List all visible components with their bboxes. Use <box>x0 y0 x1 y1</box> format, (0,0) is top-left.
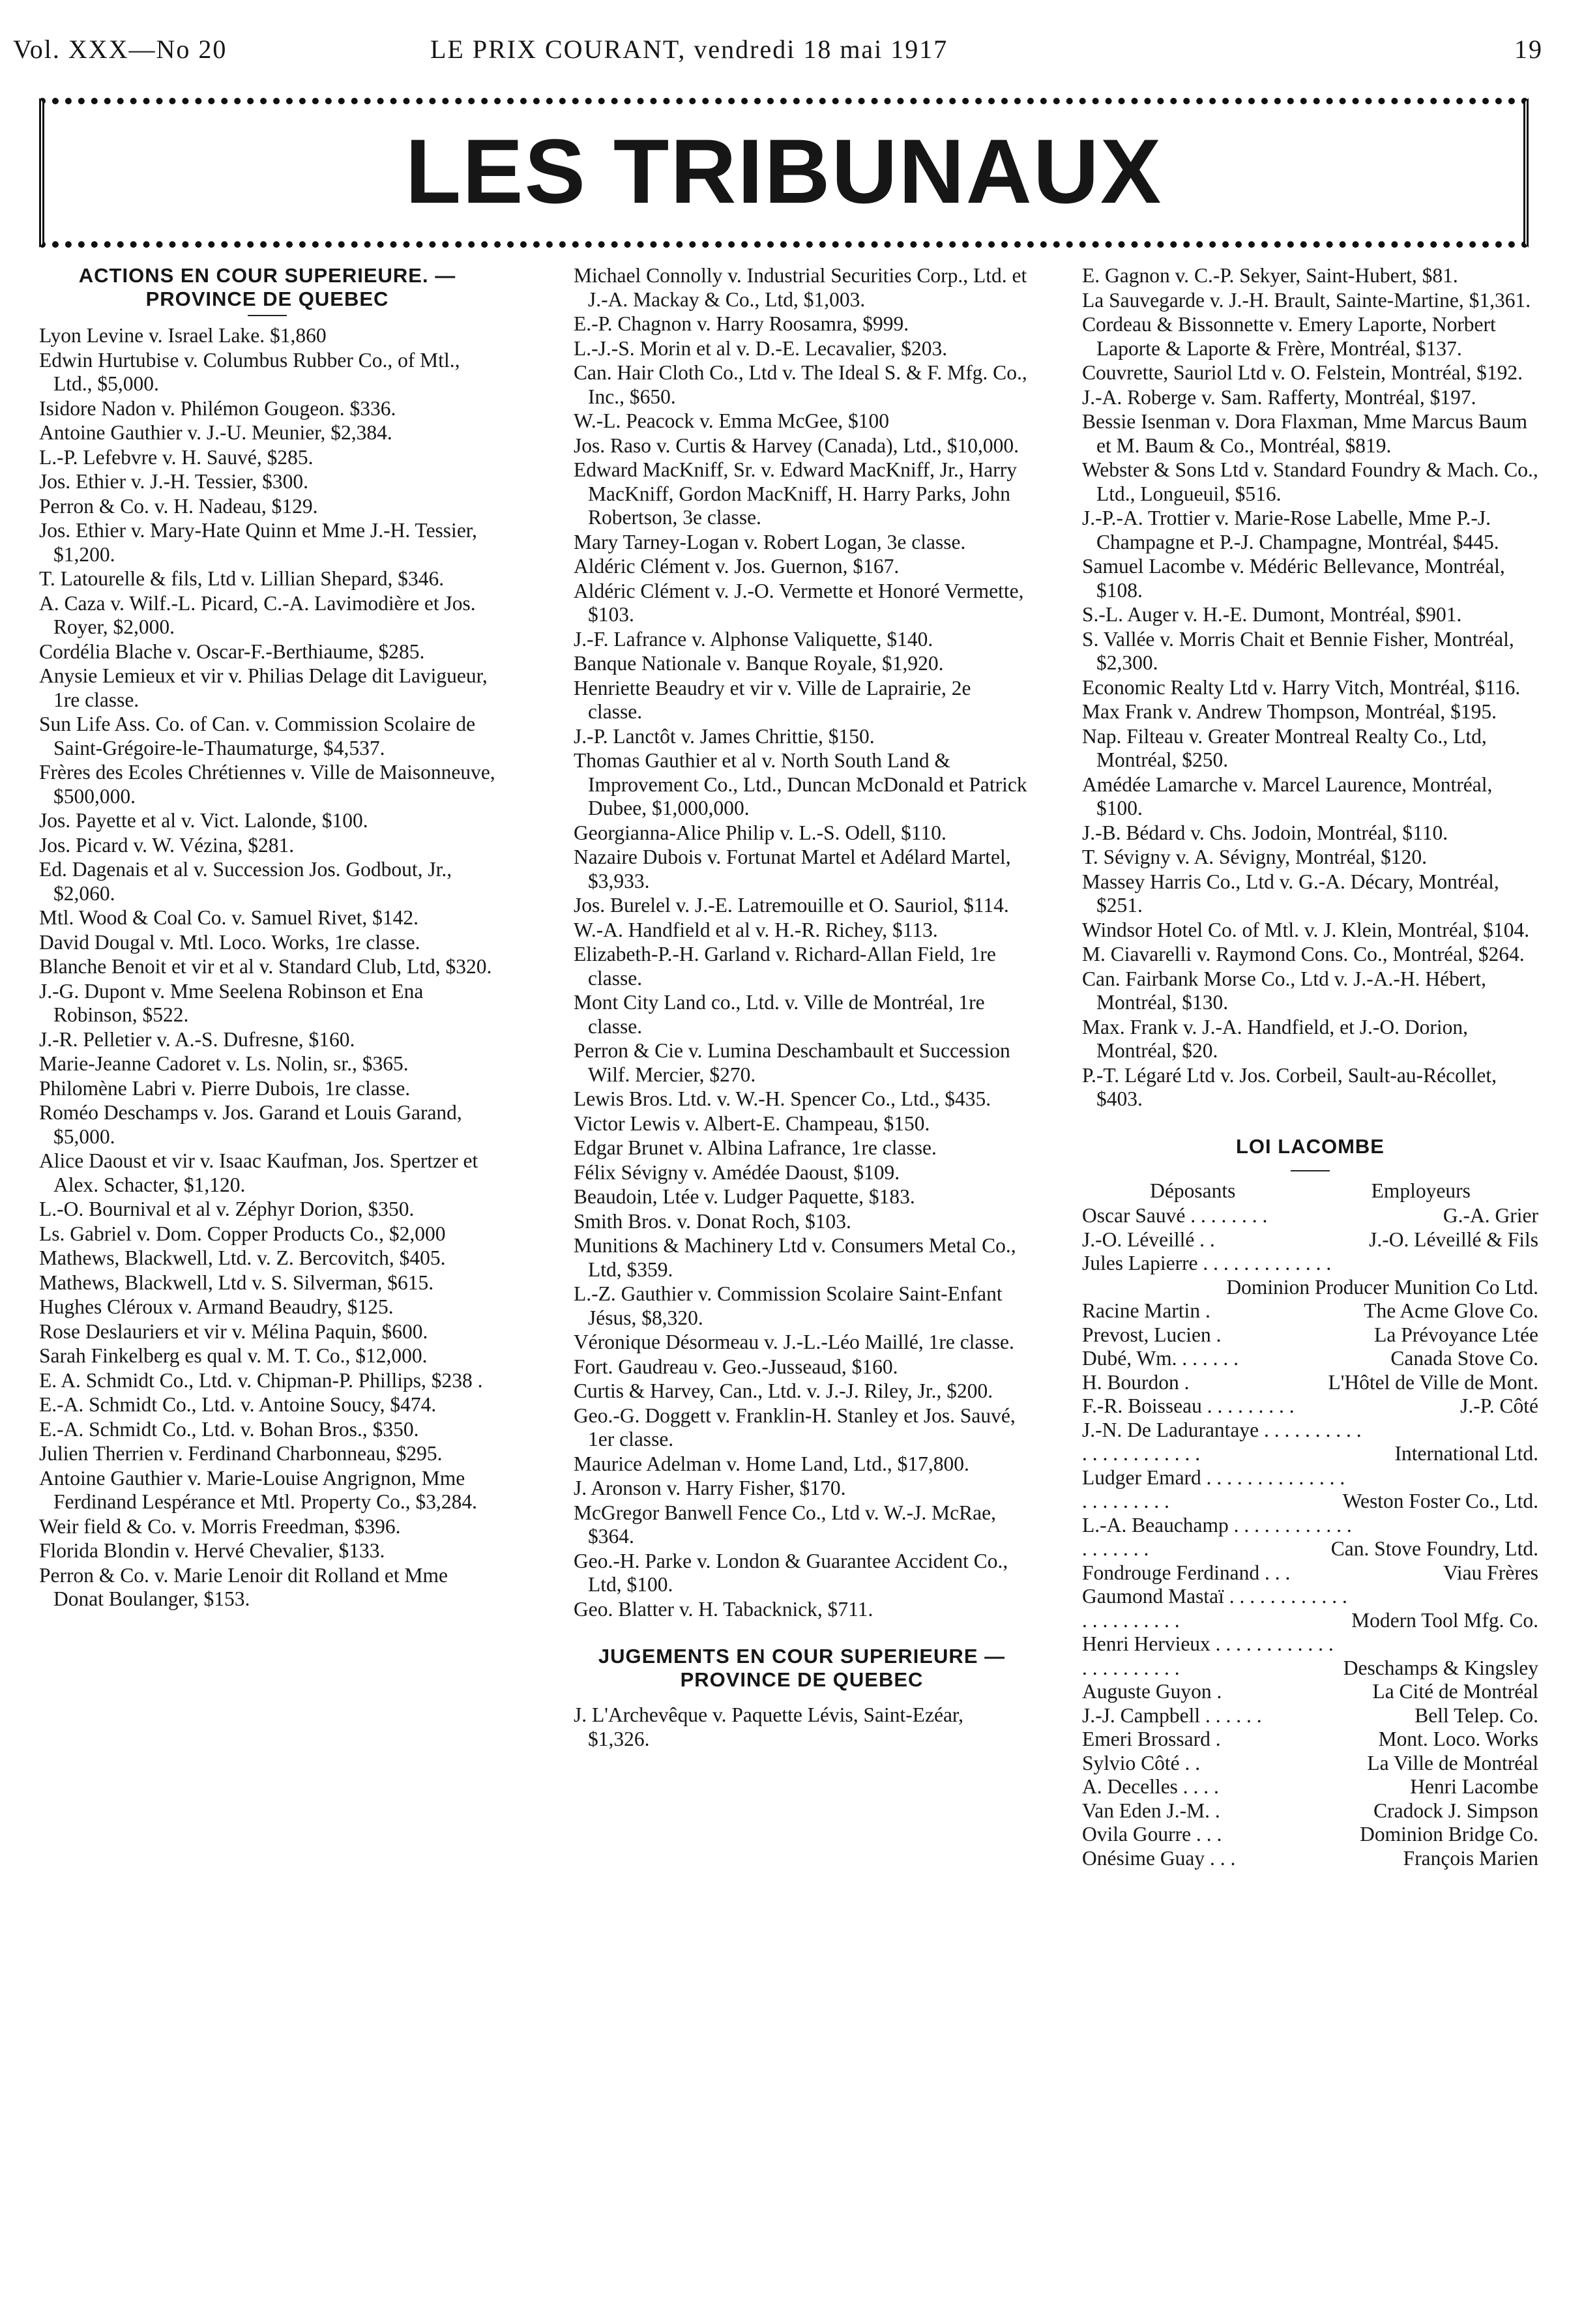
column-1 <box>39 264 495 1611</box>
case-entry: Perron & Cie v. Lumina Deschambault et Succession Wilf. Mercier, $270. <box>574 1039 1010 1086</box>
employer-name: Weston Foster Co., Ltd. <box>1342 1490 1538 1512</box>
depositor-name: Auguste Guyon . <box>1082 1680 1222 1703</box>
case-entry: Félix Sévigny v. Amédée Daoust, $109. <box>574 1160 900 1184</box>
case-entry: A. Caza v. Wilf.-L. Picard, C.-A. Lavimodière et Jos. Royer, $2,000. <box>39 591 476 638</box>
case-entry: L.-P. Lefebvre v. H. Sauvé, $285. <box>39 445 314 469</box>
judgment-entry: Samuel Lacombe v. Médéric Bellevance, Montréal, $108. <box>1082 555 1505 602</box>
case-entry: Alice Daoust et vir v. Isaac Kaufman, Jos. Spertzer et Alex. Schacter, $1,120. <box>39 1149 478 1196</box>
lacombe-row <box>1082 1656 1538 1681</box>
case-entry: Munitions & Machinery Ltd v. Consumers Metal Co., Ltd, $359. <box>574 1234 1016 1281</box>
employer-name: Dominion Bridge Co. <box>1360 1823 1538 1846</box>
depositor-name: Jules Lapierre . . . . . . . . . . . . . <box>1082 1252 1332 1274</box>
case-entry: Curtis & Harvey, Can., Ltd. v. J.-J. Riley, Jr., $200. <box>574 1379 993 1402</box>
lacombe-row <box>1082 1847 1538 1871</box>
case-entry: E.-A. Schmidt Co., Ltd. v. Bohan Bros., $350. <box>39 1417 419 1441</box>
lacombe-row <box>1082 1799 1538 1823</box>
jugements-list-part-2 <box>1082 264 1538 1111</box>
case-entry: T. Latourelle & fils, Ltd v. Lillian Shepard, $346. <box>39 567 445 590</box>
case-entry: Geo.-H. Parke v. London & Guarantee Accident Co., Ltd, $100. <box>574 1549 1008 1596</box>
lacombe-row <box>1082 1419 1538 1443</box>
judgment-entry: Amédée Lamarche v. Marcel Laurence, Montréal, $100. <box>1082 772 1493 819</box>
employer-name: The Acme Glove Co. <box>1364 1299 1538 1322</box>
depositor-name: Ovila Gourre . . . <box>1082 1823 1222 1846</box>
judgment-entry: Webster & Sons Ltd v. Standard Foundry & Mach. Co., Ltd., Longueuil, $516. <box>1082 458 1538 505</box>
lacombe-row <box>1082 1347 1538 1371</box>
lacombe-row <box>1082 1728 1538 1752</box>
column-2 <box>574 264 1030 1751</box>
case-entry: L.-J.-S. Morin et al v. D.-E. Lecavalier, $203. <box>574 336 948 360</box>
employer-name: Cradock J. Simpson <box>1373 1799 1538 1822</box>
case-entry: J.-R. Pelletier v. A.-S. Dufresne, $160. <box>39 1027 355 1051</box>
depositor-name: H. Bourdon . <box>1082 1370 1190 1394</box>
case-entry: Thomas Gauthier et al v. North South Land & Improvement Co., Ltd., Duncan McDonald et Patrick Dubee, $1,000,000. <box>574 749 1027 819</box>
case-entry: Weir field & Co. v. Morris Freedman, $396. <box>39 1514 401 1538</box>
depositor-name: Ludger Emard . . . . . . . . . . . . . . <box>1082 1465 1345 1489</box>
employer-name: La Cité de Montréal <box>1372 1680 1538 1703</box>
lacombe-row <box>1082 1228 1538 1252</box>
case-entry: Ls. Gabriel v. Dom. Copper Products Co., $2,000 <box>39 1222 446 1245</box>
lacombe-row <box>1082 1323 1538 1347</box>
employer-name: La Prévoyance Ltée <box>1374 1323 1538 1346</box>
depositor-name: A. Decelles . . . . <box>1082 1775 1219 1798</box>
case-entry: Geo.-G. Doggett v. Franklin-H. Stanley et Jos. Sauvé, 1er classe. <box>574 1404 1016 1450</box>
case-entry: Jos. Ethier v. Mary-Hate Quinn et Mme J.-H. Tessier, $1,200. <box>39 519 477 566</box>
depositor-name: . . . . . . . . . . <box>1082 1656 1180 1679</box>
case-entry: Edwin Hurtubise v. Columbus Rubber Co., of Mtl., Ltd., $5,000. <box>39 348 460 395</box>
judgment-entry: E. Gagnon v. C.-P. Sekyer, Saint-Hubert, $81. <box>1082 264 1458 287</box>
case-entry: J.-G. Dupont v. Mme Seelena Robinson et Ena Robinson, $522. <box>39 979 424 1026</box>
employer-name: Bell Telep. Co. <box>1415 1703 1538 1727</box>
case-entry: Henriette Beaudry et vir v. Ville de Laprairie, 2e classe. <box>574 676 971 723</box>
depositor-name: J.-J. Campbell . . . . . . <box>1082 1703 1262 1727</box>
case-entry: W.-L. Peacock v. Emma McGee, $100 <box>574 409 890 432</box>
actions-list-part-1 <box>39 324 495 1611</box>
depositor-name: Onésime Guay . . . <box>1082 1846 1236 1870</box>
journal-title-date: LE PRIX COURANT, vendredi 18 mai 1917 <box>430 35 948 64</box>
loi-lacombe-column-headers <box>1082 1179 1538 1203</box>
case-entry: Sarah Finkelberg es qual v. M. T. Co., $12,000. <box>39 1344 428 1367</box>
case-entry: Can. Hair Cloth Co., Ltd v. The Ideal S. & F. Mfg. Co., Inc., $650. <box>574 361 1027 408</box>
case-entry: J.-P. Lanctôt v. James Chrittie, $150. <box>574 724 875 748</box>
loi-lacombe-list <box>1082 1204 1538 1870</box>
lacombe-row <box>1082 1680 1538 1704</box>
actions-heading: ACTIONS EN COUR SUPERIEURE. — PROVINCE DE QUEBEC <box>78 264 456 310</box>
employer-name: G.-A. Grier <box>1443 1204 1538 1227</box>
case-entry: Edward MacKniff, Sr. v. Edward MacKniff, Jr., Harry MacKniff, Gordon MacKniff, H. Harry Parks, John Robertson, 3e classe. <box>574 458 1018 529</box>
employer-name: La Ville de Montréal <box>1367 1751 1538 1774</box>
case-entry: Jos. Payette et al v. Vict. Lalonde, $100. <box>39 809 368 832</box>
case-entry: Elizabeth-P.-H. Garland v. Richard-Allan Field, 1re classe. <box>574 943 996 990</box>
depositor-name: L.-A. Beauchamp . . . . . . . . . . . . <box>1082 1513 1352 1537</box>
depositor-name: . . . . . . . <box>1082 1537 1149 1560</box>
section-banner <box>39 98 1529 248</box>
lacombe-row <box>1082 1252 1538 1276</box>
case-entry: Mont City Land co., Ltd. v. Ville de Montréal, 1re classe. <box>574 991 985 1038</box>
judgment-entry: Economic Realty Ltd v. Harry Vitch, Montréal, $116. <box>1082 675 1521 699</box>
lacombe-row <box>1082 1276 1538 1300</box>
employer-name: Dominion Producer Munition Co Ltd. <box>1226 1275 1538 1299</box>
case-entry: Perron & Co. v. H. Nadeau, $129. <box>39 494 318 518</box>
lacombe-row <box>1082 1823 1538 1847</box>
case-entry: Aldéric Clément v. Jos. Guernon, $167. <box>574 555 900 578</box>
case-entry: Nazaire Dubois v. Fortunat Martel et Adélard Martel, $3,933. <box>574 846 1011 892</box>
case-entry: Lyon Levine v. Israel Lake. $1,860 <box>39 324 327 347</box>
case-entry: Banque Nationale v. Banque Royale, $1,920. <box>574 652 944 675</box>
loi-lacombe-heading: LOI LACOMBE <box>1236 1134 1385 1158</box>
lacombe-row <box>1082 1752 1538 1776</box>
case-entry: E.-P. Chagnon v. Harry Roosamra, $999. <box>574 312 909 335</box>
case-entry: Perron & Co. v. Marie Lenoir dit Rolland et Mme Donat Boulanger, $153. <box>39 1563 448 1610</box>
depositor-name: Fondrouge Ferdinand . . . <box>1082 1561 1291 1584</box>
running-header <box>13 34 1556 80</box>
depositor-name: J.-N. De Ladurantaye . . . . . . . . . . <box>1082 1418 1362 1441</box>
case-entry: Florida Blondin v. Hervé Chevalier, $133. <box>39 1539 385 1562</box>
lacombe-row <box>1082 1371 1538 1395</box>
case-entry: Antoine Gauthier v. J.-U. Meunier, $2,384. <box>39 421 392 444</box>
case-entry: E. A. Schmidt Co., Ltd. v. Chipman-P. Phillips, $238 . <box>39 1368 483 1392</box>
case-entry: Sun Life Ass. Co. of Can. v. Commission Scolaire de Saint-Grégoire-le-Thaumaturge, $4,537. <box>39 713 476 759</box>
judgment-entry: Max Frank v. Andrew Thompson, Montréal, $195. <box>1082 700 1497 723</box>
lacombe-row <box>1082 1466 1538 1490</box>
case-entry: Michael Connolly v. Industrial Securities Corp., Ltd. et J.-A. Mackay & Co., Ltd, $1,003. <box>574 264 1027 311</box>
case-entry: Frères des Ecoles Chrétiennes v. Ville de Maisonneuve, $500,000. <box>39 761 495 808</box>
case-entry: McGregor Banwell Fence Co., Ltd v. W.-J. McRae, $364. <box>574 1501 996 1548</box>
lacombe-row <box>1082 1394 1538 1419</box>
depositor-name: Henri Hervieux . . . . . . . . . . . . <box>1082 1632 1334 1655</box>
employer-name: Canada Stove Co. <box>1390 1347 1538 1370</box>
depositor-name: F.-R. Boisseau . . . . . . . . . <box>1082 1394 1295 1417</box>
employer-name: J.-P. Côté <box>1460 1394 1538 1417</box>
lacombe-row <box>1082 1204 1538 1228</box>
heading-rule <box>248 315 287 316</box>
lacombe-row <box>1082 1609 1538 1633</box>
case-entry: J. Aronson v. Harry Fisher, $170. <box>574 1477 846 1499</box>
employer-name: L'Hôtel de Ville de Mont. <box>1328 1370 1538 1394</box>
depositor-name: Sylvio Côté . . <box>1082 1751 1201 1774</box>
judgment-entry: Windsor Hotel Co. of Mtl. v. J. Klein, Montréal, $104. <box>1082 918 1530 941</box>
judgment-entry: Can. Fairbank Morse Co., Ltd v. J.-A.-H. Hébert, Montréal, $130. <box>1082 967 1486 1014</box>
employer-name: Mont. Loco. Works <box>1378 1728 1538 1750</box>
case-entry: David Dougal v. Mtl. Loco. Works, 1re classe. <box>39 930 420 954</box>
jugements-heading: JUGEMENTS EN COUR SUPERIEURE — PROVINCE DE QUEBEC <box>598 1645 1006 1691</box>
employeurs-header: Employeurs <box>1371 1179 1471 1202</box>
case-entry: Marie-Jeanne Cadoret v. Ls. Nolin, sr., $365. <box>39 1052 409 1075</box>
case-entry: Cordélia Blache v. Oscar-F.-Berthiaume, $285. <box>39 640 425 663</box>
judgment-entry: Bessie Isenman v. Dora Flaxman, Mme Marcus Baum et M. Baum & Co., Montréal, $819. <box>1082 410 1527 457</box>
judgment-entry: T. Sévigny v. A. Sévigny, Montréal, $120. <box>1082 846 1428 868</box>
depositor-name: Emeri Brossard . <box>1082 1728 1221 1750</box>
depositor-name: Prevost, Lucien . <box>1082 1323 1222 1346</box>
judgment-entry: Couvrette, Sauriol Ltd v. O. Felstein, Montréal, $192. <box>1082 361 1523 384</box>
lacombe-row <box>1082 1561 1538 1585</box>
case-entry: Blanche Benoit et vir et al v. Standard Club, Ltd, $320. <box>39 955 492 978</box>
case-entry: Mathews, Blackwell, Ltd v. S. Silverman, $615. <box>39 1271 434 1294</box>
case-entry: W.-A. Handfield et al v. H.-R. Richey, $113. <box>574 918 938 941</box>
depositor-name: J.-O. Léveillé . . <box>1082 1228 1215 1251</box>
judgment-entry: J. L'Archevêque v. Paquette Lévis, Saint-Ezéar, $1,326. <box>574 1703 964 1750</box>
employer-name: Can. Stove Foundry, Ltd. <box>1330 1537 1538 1560</box>
case-entry: Antoine Gauthier v. Marie-Louise Angrignon, Mme Ferdinand Lespérance et Mtl. Property Co., $3,284. <box>39 1466 477 1513</box>
case-entry: Maurice Adelman v. Home Land, Ltd., $17,800. <box>574 1452 969 1475</box>
deposants-header: Déposants <box>1150 1179 1236 1202</box>
lacombe-row <box>1082 1442 1538 1466</box>
judgment-entry: La Sauvegarde v. J.-H. Brault, Sainte-Martine, $1,361. <box>1082 288 1531 312</box>
depositor-name: Van Eden J.-M. . <box>1082 1799 1220 1822</box>
employer-name: Modern Tool Mfg. Co. <box>1351 1608 1538 1632</box>
lacombe-row <box>1082 1704 1538 1728</box>
case-entry: J.-F. Lafrance v. Alphonse Valiquette, $140. <box>574 627 933 651</box>
case-entry: Mary Tarney-Logan v. Robert Logan, 3e classe. <box>574 530 966 553</box>
case-entry: Smith Bros. v. Donat Roch, $103. <box>574 1209 851 1233</box>
case-entry: Philomène Labri v. Pierre Dubois, 1re classe. <box>39 1076 411 1100</box>
depositor-name: . . . . . . . . . . <box>1082 1608 1180 1632</box>
judgment-entry: J.-P.-A. Trottier v. Marie-Rose Labelle, Mme P.-J. Champagne et P.-J. Champagne, Montréal, $445. <box>1082 507 1499 553</box>
case-entry: Fort. Gaudreau v. Geo.-Jusseaud, $160. <box>574 1355 898 1378</box>
judgment-entry: Max. Frank v. J.-A. Handfield, et J.-O. Dorion, Montréal, $20. <box>1082 1015 1468 1062</box>
actions-list-part-2 <box>574 264 1030 1621</box>
case-entry: Isidore Nadon v. Philémon Gougeon. $336. <box>39 396 396 420</box>
case-entry: Victor Lewis v. Albert-E. Champeau, $150. <box>574 1111 930 1135</box>
case-entry: Jos. Raso v. Curtis & Harvey (Canada), Ltd., $10,000. <box>574 434 1019 457</box>
lacombe-row <box>1082 1537 1538 1561</box>
case-entry: Mtl. Wood & Coal Co. v. Samuel Rivet, $142. <box>39 906 418 929</box>
depositor-name: Oscar Sauvé . . . . . . . . <box>1082 1204 1268 1227</box>
case-entry: Jos. Burelel v. J.-E. Latremouille et O. Sauriol, $114. <box>574 894 1009 917</box>
judgment-entry: J.-A. Roberge v. Sam. Rafferty, Montréal, $197. <box>1082 385 1476 409</box>
page-number: 19 <box>1514 35 1543 64</box>
case-entry: Lewis Bros. Ltd. v. W.-H. Spencer Co., Ltd., $435. <box>574 1087 991 1110</box>
depositor-name: Gaumond Mastaï . . . . . . . . . . . . <box>1082 1585 1347 1608</box>
employer-name: Deschamps & Kingsley <box>1343 1656 1538 1679</box>
judgment-entry: P.-T. Légaré Ltd v. Jos. Corbeil, Sault-au-Récollet, $403. <box>1082 1063 1497 1110</box>
depositor-name: Dubé, Wm. . . . . . . <box>1082 1347 1239 1370</box>
judgment-entry: S. Vallée v. Morris Chait et Bennie Fisher, Montréal, $2,300. <box>1082 627 1514 674</box>
judgment-entry: S.-L. Auger v. H.-E. Dumont, Montréal, $901. <box>1082 603 1462 626</box>
lacombe-row <box>1082 1514 1538 1538</box>
lacombe-row <box>1082 1632 1538 1656</box>
case-entry: Véronique Désormeau v. J.-L.-Léo Maillé, 1re classe. <box>574 1331 1014 1353</box>
case-entry: L.-Z. Gauthier v. Commission Scolaire Saint-Enfant Jésus, $8,320. <box>574 1282 1003 1329</box>
case-entry: Georgianna-Alice Philip v. L.-S. Odell, $110. <box>574 821 946 844</box>
depositor-name: . . . . . . . . . <box>1082 1490 1169 1512</box>
lacombe-row <box>1082 1585 1538 1609</box>
case-entry: Jos. Ethier v. J.-H. Tessier, $300. <box>39 470 308 493</box>
case-entry: Hughes Cléroux v. Armand Beaudry, $125. <box>39 1295 394 1318</box>
case-entry: Ed. Dagenais et al v. Succession Jos. Godbout, Jr., $2,060. <box>39 858 452 905</box>
case-entry: Roméo Deschamps v. Jos. Garand et Louis Garand, $5,000. <box>39 1101 462 1148</box>
banner-title: LES TRIBUNAUX <box>405 120 1163 222</box>
case-entry: E.-A. Schmidt Co., Ltd. v. Antoine Soucy, $474. <box>39 1393 437 1416</box>
judgment-entry: J.-B. Bédard v. Chs. Jodoin, Montréal, $110. <box>1082 821 1448 844</box>
volume-number: Vol. XXX—No 20 <box>13 35 227 64</box>
case-entry: Edgar Brunet v. Albina Lafrance, 1re classe. <box>574 1136 937 1159</box>
judgment-entry: Cordeau & Bissonnette v. Emery Laporte, Norbert Laporte & Laporte & Frère, Montréal, $137. <box>1082 313 1496 360</box>
case-entry: Anysie Lemieux et vir v. Philias Delage dit Lavigueur, 1re classe. <box>39 664 488 711</box>
employer-name: J.-O. Léveillé & Fils <box>1369 1228 1538 1251</box>
lacombe-row <box>1082 1775 1538 1799</box>
case-entry: Jos. Picard v. W. Vézina, $281. <box>39 833 295 857</box>
column-3 <box>1082 264 1538 1870</box>
jugements-list-part-1 <box>574 1703 1030 1751</box>
employer-name: International Ltd. <box>1394 1442 1538 1465</box>
case-entry: Rose Deslauriers et vir v. Mélina Paquin, $600. <box>39 1319 428 1343</box>
case-entry: Beaudoin, Ltée v. Ludger Paquette, $183. <box>574 1185 915 1208</box>
employer-name: Henri Lacombe <box>1410 1775 1538 1798</box>
judgment-entry: Massey Harris Co., Ltd v. G.-A. Décary, Montréal, $251. <box>1082 870 1499 917</box>
depositor-name: Racine Martin . <box>1082 1299 1210 1322</box>
case-entry: Aldéric Clément v. J.-O. Vermette et Honoré Vermette, $103. <box>574 579 1024 626</box>
employer-name: Viau Frères <box>1443 1561 1538 1584</box>
judgment-entry: M. Ciavarelli v. Raymond Cons. Co., Montréal, $264. <box>1082 943 1525 965</box>
case-entry: Geo. Blatter v. H. Tabacknick, $711. <box>574 1597 873 1621</box>
case-entry: L.-O. Bournival et al v. Zéphyr Dorion, $350. <box>39 1198 415 1220</box>
heading-rule <box>1291 1170 1330 1171</box>
case-entry: Julien Therrien v. Ferdinand Charbonneau, $295. <box>39 1442 443 1465</box>
lacombe-row <box>1082 1299 1538 1323</box>
depositor-name: . . . . . . . . . . . . <box>1082 1442 1201 1465</box>
case-entry: Mathews, Blackwell, Ltd. v. Z. Bercovitch, $405. <box>39 1246 446 1269</box>
judgment-entry: Nap. Filteau v. Greater Montreal Realty Co., Ltd, Montréal, $250. <box>1082 724 1487 771</box>
lacombe-row <box>1082 1490 1538 1514</box>
employer-name: François Marien <box>1403 1846 1538 1870</box>
